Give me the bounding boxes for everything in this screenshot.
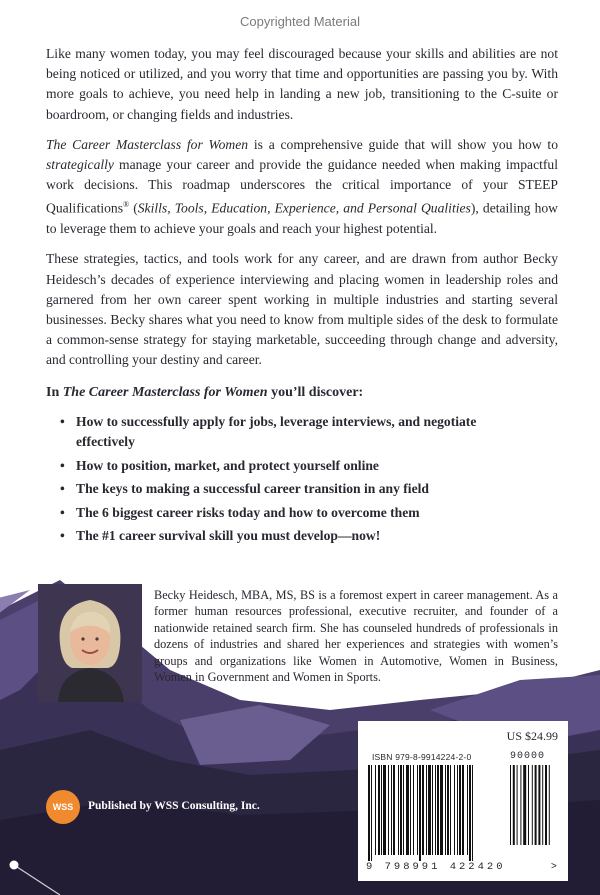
paragraph-guide: [46, 135, 558, 240]
bullet-list: [60, 412, 530, 550]
publisher-text: Published by WSS Consulting, Inc.: [88, 800, 260, 812]
list-item: • The #1 career survival skill you must develop—now!: [60, 526, 530, 546]
discover-suffix: you’ll discover:: [267, 385, 364, 400]
publisher-logo: WSS: [46, 790, 80, 824]
para2-text-2: manage your career and provide the guidance needed when making impactful work decisions. This roadmap underscores the critical importance of your STEEP Qualifications: [46, 157, 558, 216]
steep-list: Skills, Tools, Education, Experience, and Personal Qualities: [137, 200, 471, 216]
book-title: The Career Masterclass for Women: [46, 136, 249, 152]
list-item: • The 6 biggest career risks today and how to overcome them: [60, 503, 530, 523]
description-text: [46, 44, 558, 381]
barcode-panel: [358, 721, 568, 881]
discover-title: The Career Masterclass for Women: [62, 385, 268, 400]
paragraph-intro: Like many women today, you may feel discouraged because your skills and abilities are not being noticed or utilized, and you worry that time and opportunities are passing you by. With more goals to achieve, you need help in landing a new job, transitioning to the C-suite or boardroom, or changing fields and industries.: [46, 46, 558, 122]
registered-mark: ®: [123, 200, 130, 210]
para2-text-4: ), detailing how to leverage them to achieve your goals and reach your highest potential.: [46, 200, 558, 237]
isbn-label: ISBN 979-8-9914224-2-0: [372, 752, 472, 762]
ean-digits: 9 798991 422420: [366, 861, 506, 873]
copyright-watermark: Copyrighted Material: [240, 14, 360, 29]
discover-prefix: In: [46, 385, 63, 400]
paragraph-strategies: These strategies, tactics, and tools work for any career, and are drawn from author Becky Heidesch’s decades of experience interviewing and placing women in leadership roles and garnered from her own career spent working in multiple industries and starting several businesses. Becky shares what you need to know from multiple sides of the desk to formulate a common-sense strategy for staying marketable, succeeding through change and adversity, and controlling your destiny and career.: [46, 251, 558, 368]
addon-number: 90000: [510, 751, 546, 762]
author-bio: Becky Heidesch, MBA, MS, BS is a foremost expert in career management. As a former human resources professional, executive recruiter, and founder of a nationwide retained search firm. She has counseled hundreds of professionals in dozens of industries and shared her experiences and strategies with women’s groups and organizations like Women in Automotive, Women in Business, Women in Government and Women in Sports.: [154, 588, 558, 685]
barcode-bars: [368, 765, 558, 861]
para2-text-1: is a comprehensive guide that will show you how to: [248, 136, 558, 152]
author-portrait: [38, 584, 142, 702]
price-label: US $24.99: [506, 729, 558, 743]
para2-text-3: (: [129, 200, 138, 216]
list-item: • The keys to making a successful career transition in any field: [60, 479, 530, 499]
list-item: • How to successfully apply for jobs, leverage interviews, and negotiate effectively: [60, 412, 530, 452]
para2-emphasis: strategically: [46, 157, 114, 173]
list-item: • How to position, market, and protect yourself online: [60, 456, 530, 476]
barcode-arrow: >: [551, 861, 557, 872]
discover-heading: [46, 385, 566, 401]
author-photo: [38, 584, 142, 702]
